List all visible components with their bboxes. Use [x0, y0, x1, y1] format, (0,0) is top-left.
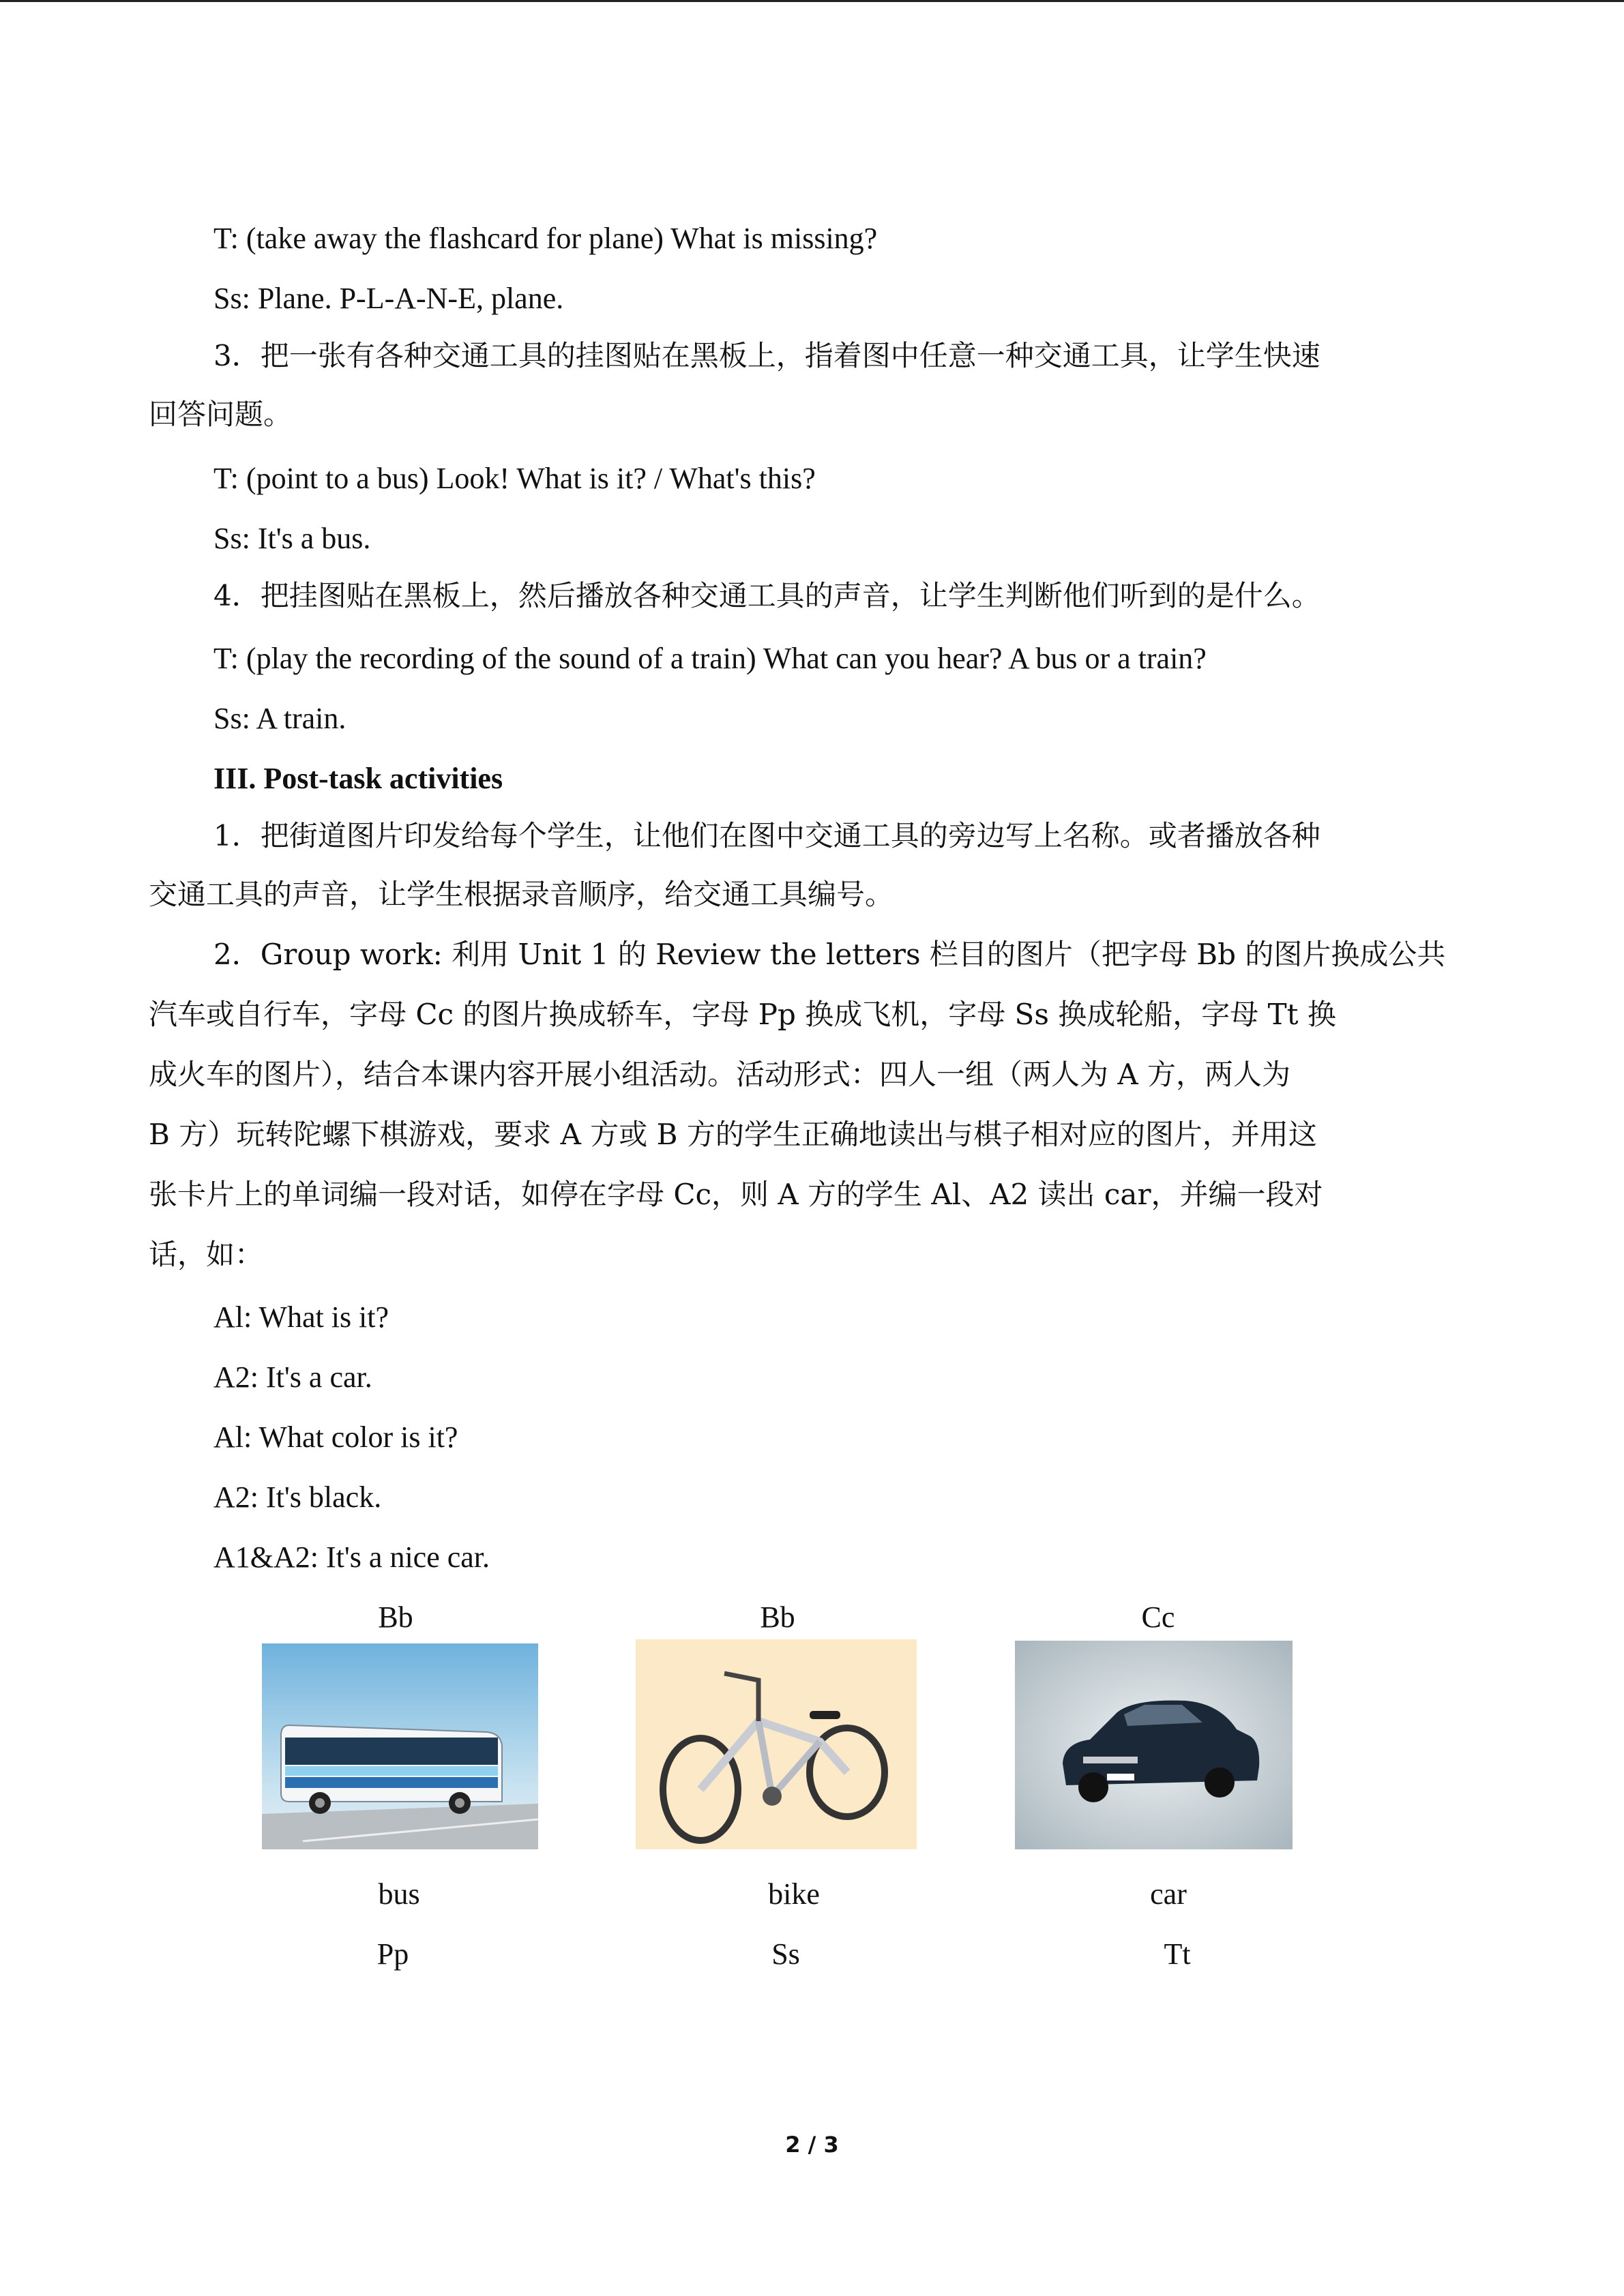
next-letter: Pp [377, 1937, 409, 1971]
bike-image [636, 1639, 917, 1849]
dialogue-line: Ss: It's a bus. [213, 522, 371, 555]
card-word: bus [378, 1877, 420, 1911]
paragraph-line: B 方）玩转陀螺下棋游戏，要求 A 方或 B 方的学生正确地读出与棋子相对应的图片，并用这 [149, 1118, 1317, 1151]
page-top-border [0, 0, 1624, 2]
dialogue-line: A2: It's black. [213, 1480, 382, 1514]
card-letter: Cc [1141, 1600, 1175, 1634]
card-word: car [1150, 1877, 1187, 1911]
section-heading: III. Post-task activities [213, 762, 503, 795]
paragraph-line: 2．Group work: 利用 Unit 1 的 Review the letters 栏目的图片（把字母 Bb 的图片换成公共 [213, 938, 1446, 971]
dialogue-line: T: (take away the flashcard for plane) What is missing? [213, 222, 878, 255]
paragraph-line: 话，如： [149, 1238, 264, 1271]
card-word: bike [768, 1877, 820, 1911]
next-letter: Tt [1164, 1937, 1191, 1971]
paragraph-line: 成火车的图片），结合本课内容开展小组活动。活动形式：四人一组（两人为 A 方，两人为 [149, 1058, 1291, 1091]
paragraph-line: 张卡片上的单词编一段对话，如停在字母 Cc，则 A 方的学生 Al、A2 读出 car，并编一段对 [149, 1178, 1323, 1211]
card-letter: Bb [378, 1600, 413, 1634]
car-image [1015, 1641, 1293, 1849]
paragraph-line: 4．把挂图贴在黑板上，然后播放各种交通工具的声音，让学生判断他们听到的是什么。 [213, 579, 1320, 612]
dialogue-line: Ss: A train. [213, 702, 346, 735]
paragraph-line: 回答问题。 [149, 398, 293, 431]
paragraph-line: 3．把一张有各种交通工具的挂图贴在黑板上，指着图中任意一种交通工具，让学生快速 [213, 339, 1320, 372]
paragraph-line: 1．把街道图片印发给每个学生，让他们在图中交通工具的旁边写上名称。或者播放各种 [213, 819, 1320, 852]
dialogue-line: T: (point to a bus) Look! What is it? / What's this? [213, 462, 816, 495]
page-number: 2 / 3 [785, 2132, 839, 2158]
paragraph-line: 交通工具的声音，让学生根据录音顺序，给交通工具编号。 [149, 878, 894, 911]
bus-image [262, 1643, 538, 1849]
dialogue-line: T: (play the recording of the sound of a train) What can you hear? A bus or a train? [213, 642, 1207, 675]
paragraph-line: 汽车或自行车，字母 Cc 的图片换成轿车，字母 Pp 换成飞机，字母 Ss 换成轮船，字母 Tt 换 [149, 998, 1336, 1031]
next-letter: Ss [771, 1937, 800, 1971]
dialogue-line: A2: It's a car. [213, 1360, 372, 1394]
dialogue-line: Al: What is it? [213, 1300, 389, 1334]
card-letter: Bb [760, 1600, 795, 1634]
dialogue-line: A1&A2: It's a nice car. [213, 1540, 490, 1574]
dialogue-line: Ss: Plane. P-L-A-N-E, plane. [213, 282, 564, 315]
dialogue-line: Al: What color is it? [213, 1420, 458, 1454]
